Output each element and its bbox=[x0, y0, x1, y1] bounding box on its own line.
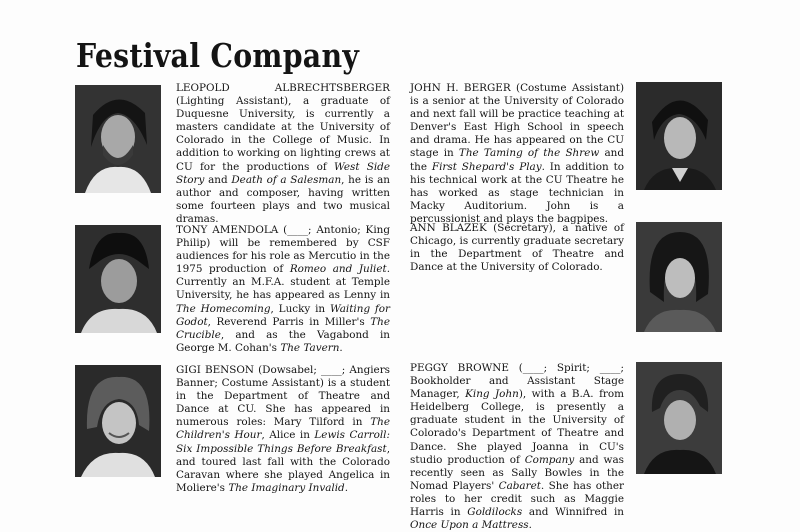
bio-gigi-benson bbox=[176, 364, 390, 495]
bio-text: , Reverend Parris in Miller's bbox=[207, 315, 371, 328]
bio-text: , Alice in bbox=[261, 429, 315, 442]
work-title: First Shepard's Play bbox=[431, 160, 542, 173]
bio-text: GIGI BENSON (Dowsabel; ____; Angiers Banner; Costume Assistant) is a student in the Department of Theatre and Dance at CU. She has appeared in numerous roles: Mary Tilford in bbox=[176, 364, 390, 429]
bio-text: and was recently seen as Sally Bowles in the Nomad Players' bbox=[410, 453, 624, 492]
work-title: Company bbox=[524, 453, 575, 466]
bio-text: . bbox=[528, 519, 532, 532]
bio-text: . Currently an M.F.A. student at Temple University, he has appeared as Lenny in bbox=[176, 263, 391, 302]
bio-text: , and toured last fall with the Colorado Caravan where she played Angelica in Moliere's bbox=[176, 442, 390, 494]
portrait-photo bbox=[75, 365, 161, 477]
bio-ann-blazek bbox=[410, 222, 624, 274]
work-title: West Side Story bbox=[176, 160, 390, 186]
work-title: The Tavern bbox=[280, 341, 340, 354]
bio-john-h-berger bbox=[410, 82, 624, 226]
bio-text: and bbox=[204, 173, 232, 186]
bio-text: and Winnifred in bbox=[522, 506, 624, 519]
page-title: Festival Company bbox=[76, 36, 360, 75]
work-title: Death of a Salesman bbox=[231, 173, 342, 186]
bio-tony-amendola bbox=[176, 224, 390, 355]
portrait-photo bbox=[75, 225, 161, 333]
bio-text: JOHN H. BERGER (Costume Assistant) is a senior at the University of Colorado and next fall will be practice teaching at Denver's East High School in speech and drama. He has appeared on the CU stage in bbox=[410, 82, 624, 160]
portrait-photo bbox=[636, 362, 722, 474]
bio-leopold-albrechtsberger bbox=[176, 82, 390, 226]
bio-text: PEGGY BROWNE (____; Spirit; ____; Bookholder and Assistant Stage Manager, bbox=[410, 362, 624, 401]
work-title: Lewis Carroll: Six Impossible Things Before Breakfast bbox=[176, 429, 390, 455]
bio-text: , he is an author and composer, having written some fourteen plays and two musical dramas. bbox=[176, 173, 390, 225]
bio-text: . In addition to his technical work at the CU Theatre he has worked as stage technician in Macky Auditorium. John is a percussionist and plays the bagpipes. bbox=[410, 160, 625, 225]
work-title: Romeo and Juliet bbox=[289, 263, 387, 276]
portrait-photo bbox=[75, 85, 161, 193]
bio-text: and the bbox=[410, 147, 625, 173]
portrait-photo bbox=[636, 222, 722, 332]
work-title: Cabaret bbox=[498, 479, 541, 492]
bio-text: . bbox=[344, 481, 349, 494]
bio-text: LEOPOLD ALBRECHTSBERGER (Lighting Assistant), a graduate of Duquesne University, is currently a masters candidate at the University of Colorado in the College of Music. In addition to working on lighting crews at CU for the productions of bbox=[176, 82, 390, 173]
bio-text: TONY AMENDOLA (____; Antonio; King Philip) will be remembered by CSF audiences for his role as Mercutio in the 1975 production of bbox=[176, 224, 390, 276]
work-title: Goldilocks bbox=[467, 506, 523, 519]
work-title: Once Upon a Mattress bbox=[410, 519, 529, 532]
work-title: The Homecoming bbox=[176, 302, 271, 315]
bio-text: ANN BLAZEK (Secretary), a native of Chicago, is currently graduate secretary in the Department of Theatre and Dance at the University of Colorado. bbox=[410, 222, 625, 274]
bio-text: , and as the Vagabond in George M. Cohan's bbox=[176, 328, 390, 354]
bio-text: ), with a B.A. from Heidelberg College, is presently a graduate student in the University of Colorado's Department of Theatre and Dance. She played Joanna in CU's studio production of bbox=[410, 388, 624, 466]
work-title: The Imaginary Invalid bbox=[228, 481, 345, 494]
work-title: The Crucible bbox=[176, 315, 390, 341]
bio-text: . She has other roles to her credit such as Maggie Harris in bbox=[410, 479, 624, 519]
work-title: King John bbox=[465, 388, 519, 401]
portrait-photo bbox=[636, 82, 722, 190]
bio-peggy-browne bbox=[410, 362, 624, 532]
work-title: The Children's Hour bbox=[176, 416, 390, 442]
bio-text: , Lucky in bbox=[270, 302, 330, 315]
bio-text: . bbox=[339, 341, 343, 354]
work-title: Waiting for Godot bbox=[176, 302, 390, 328]
work-title: The Taming of the Shrew bbox=[458, 147, 600, 160]
